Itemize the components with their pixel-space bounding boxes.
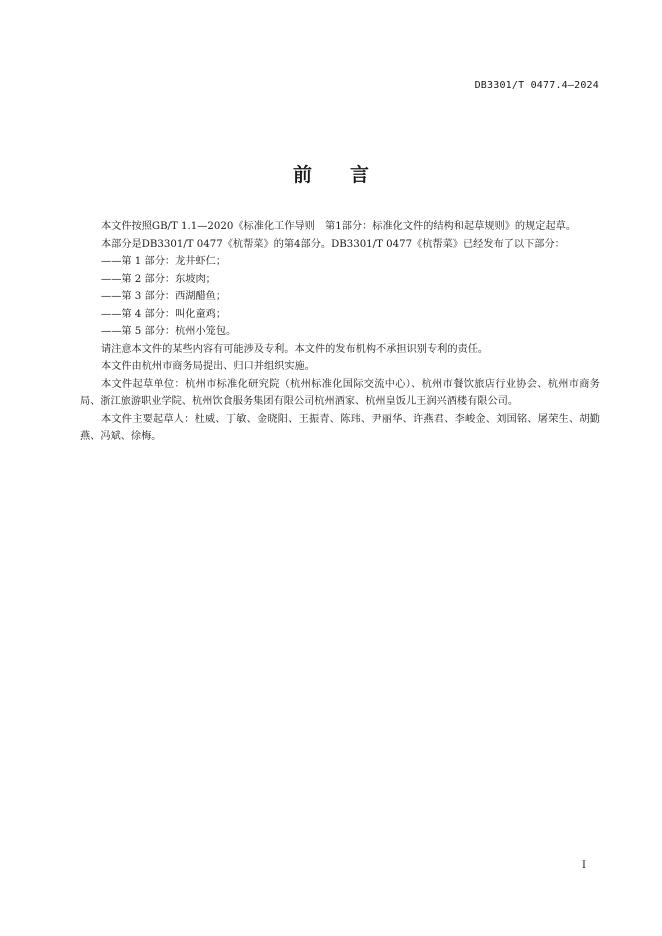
page-number: I — [582, 860, 586, 871]
title-char-1: 前 — [292, 164, 312, 186]
list-item: ——第 4 部分：叫化童鸡； — [101, 308, 227, 320]
paragraph-drafters: 本文件主要起草人：杜威、丁敏、金晓阳、王振青、陈玮、尹丽华、许燕君、李峻金、刘国铭、屠荣生、胡勤燕、冯斌、徐梅。 — [80, 413, 600, 442]
paragraph-patent-notice: 请注意本文件的某些内容有可能涉及专利。本文件的发布机构不承担识别专利的责任。 — [101, 343, 489, 355]
list-item: ——第 2 部分：东坡肉； — [101, 273, 216, 285]
document-code: DB3301/T 0477.4—2024 — [474, 80, 599, 91]
paragraph-standard-basis: 本文件按照GB/T 1.1—2020《标准化工作导则 第1部分：标准化文件的结构和起草规则》的规定起草。 — [101, 221, 577, 232]
foreword-body — [80, 218, 600, 446]
list-item: ——第 5 部分：杭州小笼包。 — [101, 326, 237, 337]
page-title — [0, 160, 662, 187]
paragraph-part-info: 本部分是DB3301/T 0477《杭帮菜》的第4部分。DB3301/T 0477《杭帮菜》已经发布了以下部分： — [101, 238, 565, 250]
paragraph-drafting-units: 本文件起草单位：杭州市标准化研究院（杭州标准化国际交流中心）、杭州市餐饮旅店行业协会、杭州市商务局、浙江旅游职业学院、杭州饮食服务集团有限公司杭州酒家、杭州皇饭儿王润兴酒楼有限公司。 — [80, 378, 600, 407]
title-char-2: 言 — [350, 164, 370, 186]
paragraph-proposer: 本文件由杭州市商务局提出、归口并组织实施。 — [101, 361, 315, 372]
list-item: ——第 3 部分：西湖醋鱼； — [101, 291, 227, 302]
list-item: ——第 1 部分：龙井虾仁； — [101, 256, 227, 267]
